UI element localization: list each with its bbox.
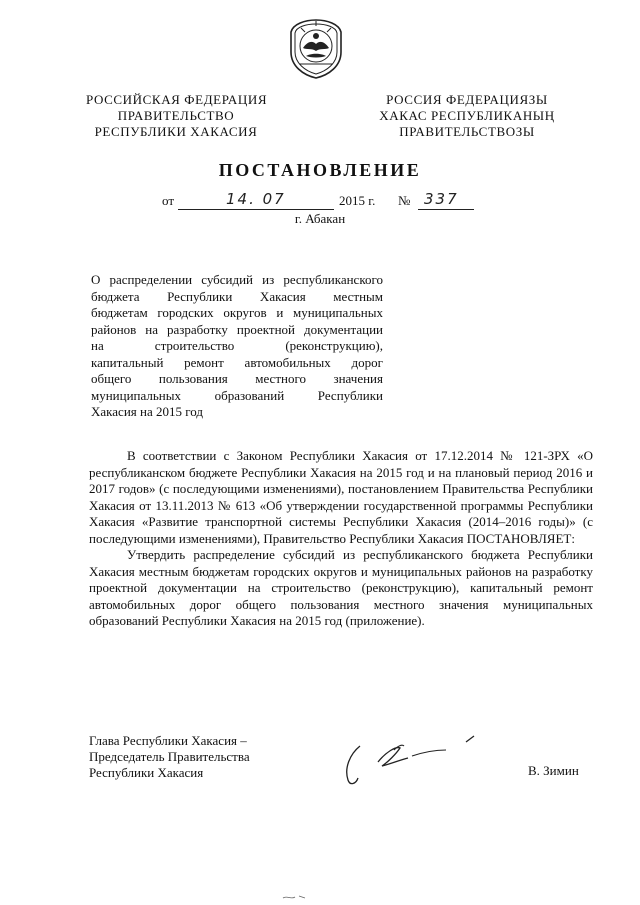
body-paragraph-2: Утвердить распределение субсидий из республиканского бюджета Республики Хакасия местным бюджетам городских округов и муниципальных районов на разработку проектной документации на строительство (реконструкцию), капитальный ремонт автомобильных дорог общего пользования местного значения муниципальных образований Республики Хакасия на 2015 год (приложение). [89,547,593,628]
header-right-line-3: ПРАВИТЕЛЬСТВОЗЫ [399,124,535,139]
subject-line: Хакасия на 2015 год [91,404,203,419]
number-underline [418,209,474,210]
header-left-line-2: ПРАВИТЕЛЬСТВО [117,108,235,123]
subject-line: муниципальных образований Республики [91,387,383,403]
header-right-line-1: РОССИЯ ФЕДЕРАЦИЯЗЫ [386,92,548,107]
body-paragraph-1: В соответствии с Законом Республики Хакасия от 17.12.2014 № 121-ЗРХ «О республиканском бюджете Республики Хакасия на 2015 год и на плановый период 2016 и 2017 годов» (с последующими изменениями), постановлением Правительства Республики Хакасия от 13.11.2013 № 613 «Об утверждении государственной программы Республики Хакасия «Развитие транспортной системы Республики Хакасия (2014–2016 годы)» (с последующими изменениями), Правительство Республики Хакасия ПОСТАНОВЛЯЕТ: [89,448,593,546]
signatory-name: В. Зимин [528,763,579,778]
number-handwritten: 337 [424,190,459,208]
subject-line: О распределении субсидий из республиканского [91,272,383,287]
document-subject [91,272,383,421]
document-title: ПОСТАНОВЛЕНИЕ [218,160,422,180]
subject-line: бюджетам городских округов и муниципальных [91,305,383,320]
signatory-title [89,733,250,781]
handwritten-signature [338,732,488,792]
city-line: г. Абакан [294,211,346,226]
date-handwritten: 14. 07 [226,190,286,208]
signatory-title-line: Председатель Правительства [89,749,250,764]
signatory-title-line: Глава Республики Хакасия – [89,733,247,748]
header-left [86,92,266,140]
header-right-line-2: ХАКАС РЕСПУБЛИКАНЫҢ [379,108,555,123]
number-sign: № [398,193,411,208]
header-right [372,92,562,140]
subject-line: капитальный ремонт автомобильных дорог [91,354,383,370]
header-left-line-3: РЕСПУБЛИКИ ХАКАСИЯ [94,124,258,139]
header-left-line-1: РОССИЙСКАЯ ФЕДЕРАЦИЯ [86,92,268,107]
subject-line: бюджета Республики Хакасия местным [91,288,383,304]
subject-line: на строительство (реконструкцию), [91,338,383,353]
date-prefix: от [162,193,175,208]
date-year: 2015 г. [339,193,376,208]
signatory-title-line: Республики Хакасия [89,765,204,780]
date-underline [178,209,334,210]
subject-line: районов на разработку проектной документации [91,321,383,337]
stray-mark-icon [281,892,311,902]
coat-of-arms-icon [287,18,345,80]
document-body [89,448,593,630]
subject-line: общего пользования местного значения [91,371,383,386]
